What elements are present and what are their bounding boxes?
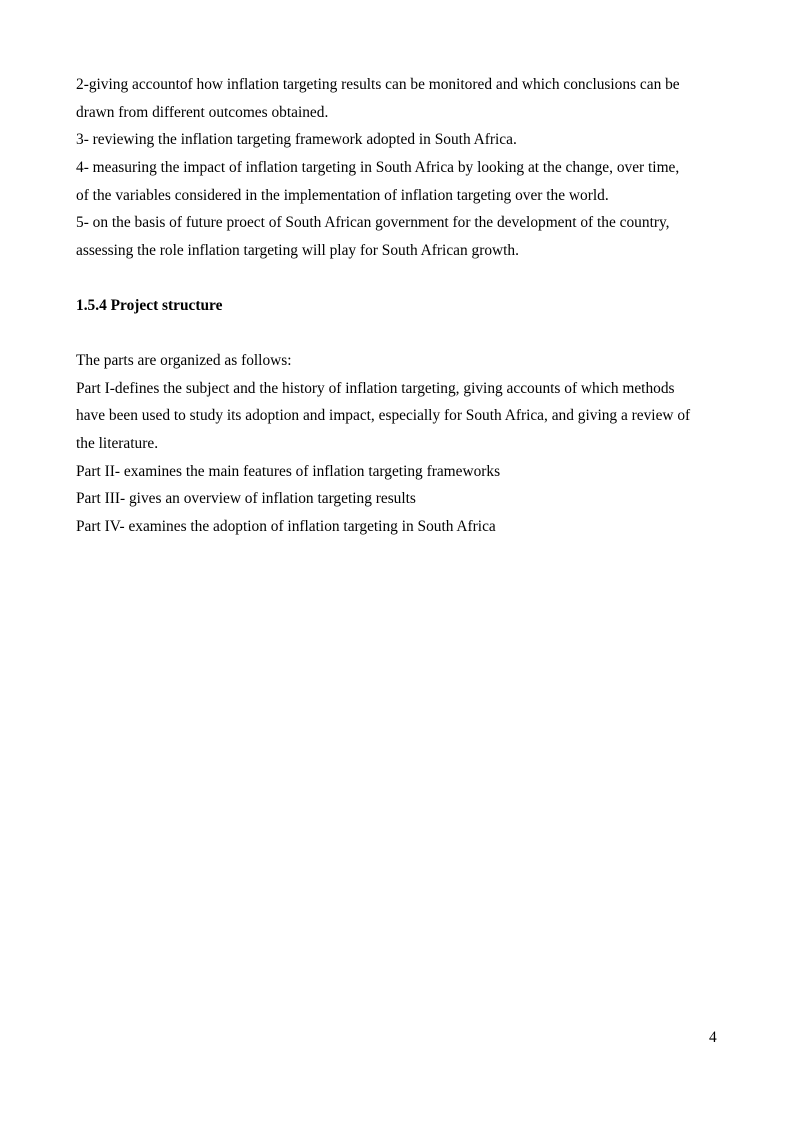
objective-4-line-1: 4- measuring the impact of inflation targeting in South Africa by looking at the change, over time, [76,159,680,176]
part-1-line-2: have been used to study its adoption and impact, especially for South Africa, and giving a review of [76,407,691,424]
part-1-line-3: the literature. [76,435,159,452]
objective-2-line-2: drawn from different outcomes obtained. [76,104,329,121]
part-1-line-1: Part I-defines the subject and the history of inflation targeting, giving accounts of which methods [76,380,675,397]
objective-5-line-1: 5- on the basis of future proect of South African government for the development of the country, [76,214,670,231]
objective-2-line-1: 2-giving accountof how inflation targeting results can be monitored and which conclusions can be [76,76,680,93]
objective-4-line-2: of the variables considered in the implementation of inflation targeting over the world. [76,187,609,204]
objective-5-line-2: assessing the role inflation targeting will play for South African growth. [76,242,519,259]
part-2-line: Part II- examines the main features of inflation targeting frameworks [76,463,501,480]
page-number: 4 [709,1029,717,1046]
part-3-line: Part III- gives an overview of inflation targeting results [76,490,416,507]
objective-3-line-1: 3- reviewing the inflation targeting framework adopted in South Africa. [76,131,517,148]
section-intro: The parts are organized as follows: [76,352,292,369]
part-4-line: Part IV- examines the adoption of inflation targeting in South Africa [76,518,496,535]
section-heading: 1.5.4 Project structure [76,297,223,314]
